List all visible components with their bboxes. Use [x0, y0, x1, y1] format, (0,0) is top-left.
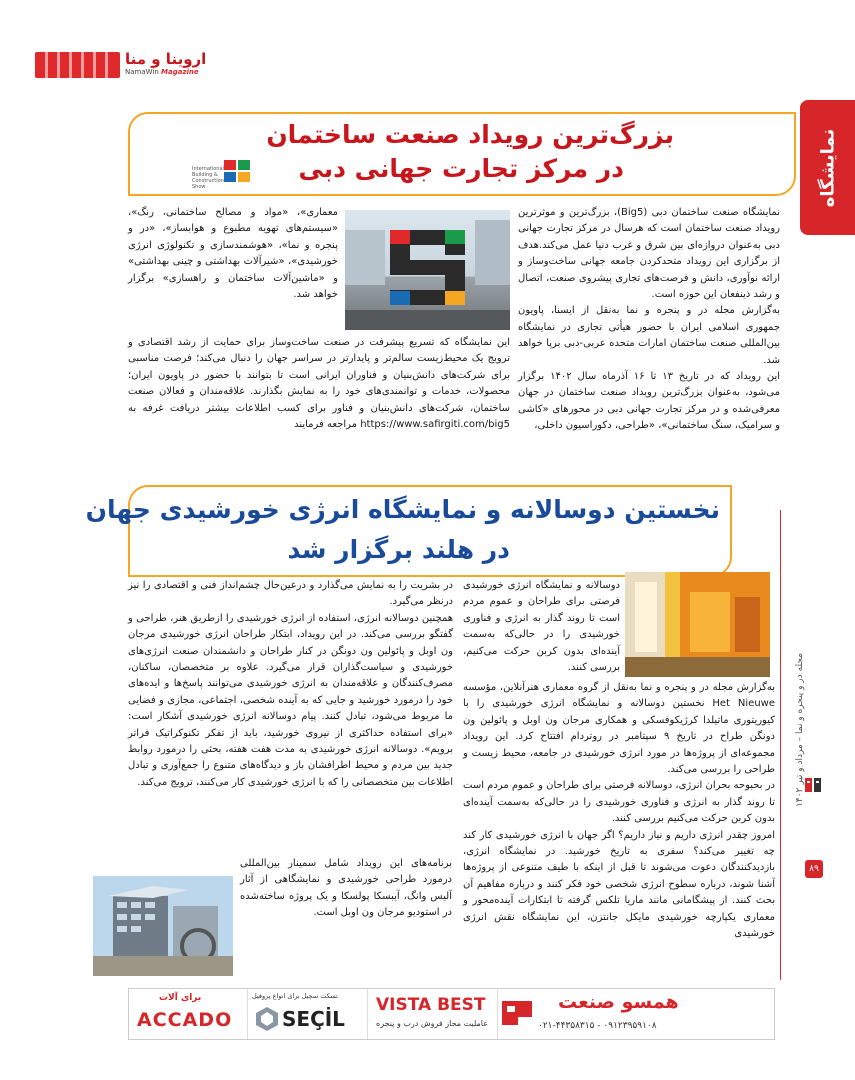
building-photo: [93, 876, 233, 976]
article2-column-left: [128, 578, 453, 791]
logo-text: اروینا و منا: [125, 50, 207, 68]
secil-logo-icon: [256, 1007, 278, 1031]
article2-column-right-intro: [463, 578, 620, 676]
magazine-info: مجله در و پنجره و نما – مرداد و تیر ۱۴۰۲: [795, 653, 805, 807]
article1-paragraph-1: نمایشگاه صنعت ساختمان دبی (Big5)، بزرگ‌ترین و موثرترین رویداد صنعت ساختمان است که هرسال در مرکز تجارت جهانی دبی به‌عنوان دروازه‌ای بین شرق و غرب دنیا عمل می‌کند.هدف از برگزاری این رویداد متحدکردن جامعه جهانی ساخت‌وساز و ارائه نوآوری، دانش و فرصت‌های تجاری پیشروی صنعت، اتصال و رشد ذینفعان این حوزه است.: [518, 207, 780, 301]
article2-column-left-tail: [240, 856, 452, 922]
article1-column-right: [518, 205, 780, 435]
article2-title-box: [85, 485, 732, 577]
article1-title-line1: بزرگ‌ترین رویداد صنعت ساختمان: [266, 120, 674, 149]
logo-brand: NamaWin: [125, 68, 159, 76]
ad-hamsoo-sanat[interactable]: [497, 989, 775, 1039]
article1-paragraph-2: به‌گزارش مجله در و پنجره و نما به‌نقل از ایسنا، پاویون جمهوری اسلامی ایران با حضور هیأتی تجاری در نمایشگاه بین‌المللی صنعت ساختمان امارات متحده عربی-دبی برپا خواهد شد.: [518, 305, 780, 366]
article2-left-paragraph-1: در بشریت را به نمایش می‌گذارد و درعین‌حال چشم‌انداز فنی و اقتصادی را نیز درنظر می‌گیرد.: [128, 580, 453, 608]
ad-hamsoo-brand: همسو صنعت: [558, 991, 679, 1013]
ad-accado[interactable]: [129, 989, 247, 1039]
solar-exhibition-photo: [625, 572, 770, 677]
article2-intro-text: دوسالانه و نمایشگاه انرژی خورشیدی فرصتی برای طراحان و عموم مردم است تا روند گذار به انرژی و فناوری خورشیدی را در حالی‌که به‌سمت آینده‌ای بدون کربن حرکت می‌کنیم، بررسی کنند.: [463, 580, 620, 674]
article2-paragraph-2: در بحبوحه بحران انرژی، دوسالانه فرصتی برای طراحان و عموم مردم است تا روند گذار به انرژی و فناوری خورشیدی را در حالی‌که به‌سمت آینده‌ای بدون کربن حرکت می‌کنیم بررسی کنند.: [463, 780, 775, 825]
article2-title-line1: نخستین دوسالانه و نمایشگاه انرژی خورشیدی جهان: [85, 495, 720, 524]
ad-vista-best[interactable]: [367, 989, 498, 1039]
ad-secil[interactable]: [247, 989, 368, 1039]
article2-paragraph-3: امروز چقدر انرژی داریم و نیاز داریم؟ اگر جهان با انرژی خورشیدی کار کند چه تغییر می‌کند؟ سفری به تاریخ خورشید. در نمایشگاه انرژی، بازدیدکنندگان دعوت می‌شوند تا قبل از اینکه با طیف متنوعی از پروژه‌ها آشنا شوند، درباره سطوح انرژی شخصی خود فکر کنند و درباره مفاهیم آن بحث کنند. از پیشگامانی مانند ماریا تلکس گرفته تا ابتکارات آینده‌محور و معماری یکپارچه خورشیدی مایکل جانتزن، این نمایشگاه نقش انرژی خورشیدی: [463, 829, 775, 940]
ad-accado-brand: ACCADO: [137, 1009, 233, 1031]
ad-vista-brand: VISTA BEST: [376, 995, 486, 1015]
article2-left-paragraph-3: برنامه‌های این رویداد شامل سمینار بین‌المللی درمورد طراحی خورشیدی و نمایشگاهی از آثار آلیس وانگ، آیبسکا پولسکا و یک پروژه ساخته‌شده در استودیو مرجان ون اوبل است.: [240, 858, 452, 919]
big5-logo-caption: International Building & Construction Show: [192, 166, 224, 190]
ad-secil-tagline: تسکت سچیل برای انواع پروفیل: [252, 992, 338, 1000]
big5-exhibition-photo: [345, 210, 510, 330]
section-tab: [800, 100, 855, 235]
ads-banner: [128, 988, 775, 1040]
article2-paragraph-1: به‌گزارش مجله در و پنجره و نما به‌نقل از گروه معماری هنرآنلاین، مؤسسه Het Nieuwe نخستین دوسالانه و نمایشگاه انرژی خورشیدی را با کیوریتوری ماتیلدا کرژیکوفسکی و همکاری مرجان ون اوبل و پائولین ون دونگن طراح در تاریخ ۹ سپتامبر در روتردام افتتاح کرد. این رویداد مجموعه‌ای از پروژه‌ها در مورد انرژی خورشیدی در جامعه، محیط زیست و طراحی را بررسی می‌کند.: [463, 682, 775, 776]
hamsoo-logo-icon: [498, 997, 536, 1029]
article1-column-left-top: [128, 205, 338, 303]
article2-left-paragraph-2: همچنین دوسالانه انرژی، استفاده از انرژی خورشیدی را ازطریق هنر، طراحی و گفتگو بررسی می‌کند. در این رویداد، ابتکار طراحان انرژی خورشیدی مرجان ون اوبل و پائولین ون دونگن در کنار طراحان و دانشمندان صنعت انرژی‌های خورشیدی و سیاست‌گذاران قرار می‌گیرد. علاوه بر متخصصان، ساکنان، مصرف‌کنندگان و علاقه‌مندان به انرژی خورشیدی می‌توانند پاسخ‌ها و ایده‌های خود را درمورد خورشید و جایی که به آینده شخصی، اجتماعی، مجازی و فضایی ما مربوط می‌شود، تبادل کنند. پیام دوسالانه انرژی خورشیدی آشکار است: «برای استفاده حداکثری از نیروی خورشید، باید از تفکر تکنوکراتیک فراتر برویم». دوسالانه انرژی خورشیدی به مدت هفت هفته، بحثی را درمورد روابط جدید بین مردم و محیط اطرافشان باز و دیدگاه‌های متنوع را جمع‌آوری و تبادل اطلاعات بین متخصصانی را که با انرژی خورشیدی کار می‌کنند، ترویج می‌کند.: [128, 612, 453, 788]
article2-column-right: [463, 680, 775, 943]
article1-left-paragraph-2: این نمایشگاه که تسریع پیشرفت در صنعت ساخت‌وساز برای حمایت از رشد اقتصادی و ترویج یک محیط‌زیست سالم‌تر و پایدارتر در سراسر جهان را دنبال می‌کند؛ فرصت مناسبی برای شرکت‌های دانش‌بنیان و فناوران ایرانی است تا بتوانند با حضور در پاویون ایران؛ محصولات، خدمات و توانمندی‌های خود را به نمایش بگذارند. علاقه‌مندان و فعالان صنعت ساختمان، شرکت‌های دانش‌بنیان و فناور برای کسب اطلاعات بیشتر دریافت غرفه به https://www.safirgiti.com/big5 مراجعه فرمایند: [128, 337, 510, 431]
logo-stripes: [35, 52, 120, 78]
ad-hamsoo-phones: ۰۹۱۲۳۹۵۹۱۰۸ - ۰۲۱-۴۴۳۵۸۳۱۵: [538, 1021, 657, 1031]
ad-vista-tagline: عاملیت مجاز فروش درب و پنجره: [376, 1019, 488, 1028]
magazine-icon: [803, 775, 823, 795]
article1-title-line2: در مرکز تجارت جهانی دبی: [298, 154, 624, 183]
logo-magazine: Magazine: [161, 68, 199, 76]
ad-secil-brand: SEÇİL: [282, 1007, 345, 1031]
page-number: ۸۹: [805, 860, 823, 878]
margin-rule: [780, 510, 781, 980]
section-tab-label: نمایشگاه: [817, 128, 838, 207]
big5-logo-icon: [222, 158, 252, 184]
magazine-logo: [35, 52, 205, 82]
ad-accado-title: برای آلات: [159, 993, 202, 1003]
article1-left-paragraph-1: معماری»، «مواد و مصالح ساختمانی، رنگ»، «سیستم‌های تهویه مطبوع و هوابساز»، «در و پنجره و نما»، «هوشمندسازی و تکنولوژی انرژی خورشیدی»، «شیرآلات بهداشتی و چینی بهداشتی» و «ماشین‌آلات ساختمان و راهسازی» برگزار خواهد شد.: [128, 207, 338, 301]
article1-column-left-bottom: [128, 335, 510, 433]
article1-paragraph-3: این رویداد که در تاریخ ۱۳ تا ۱۶ آذرماه سال ۱۴۰۲ برگزار می‌شود، به‌عنوان بزرگ‌ترین رویداد صنعت ساختمان در جهان معرفی‌شده و در مرکز تجارت جهانی دبی در محورهای «کاشی و سرامیک، سنگ ساختمانی»، «طراحی، دکوراسیون داخلی،: [518, 371, 781, 432]
logo-subtitle: [125, 68, 199, 76]
article2-title-line2: در هلند برگزار شد: [287, 535, 510, 564]
